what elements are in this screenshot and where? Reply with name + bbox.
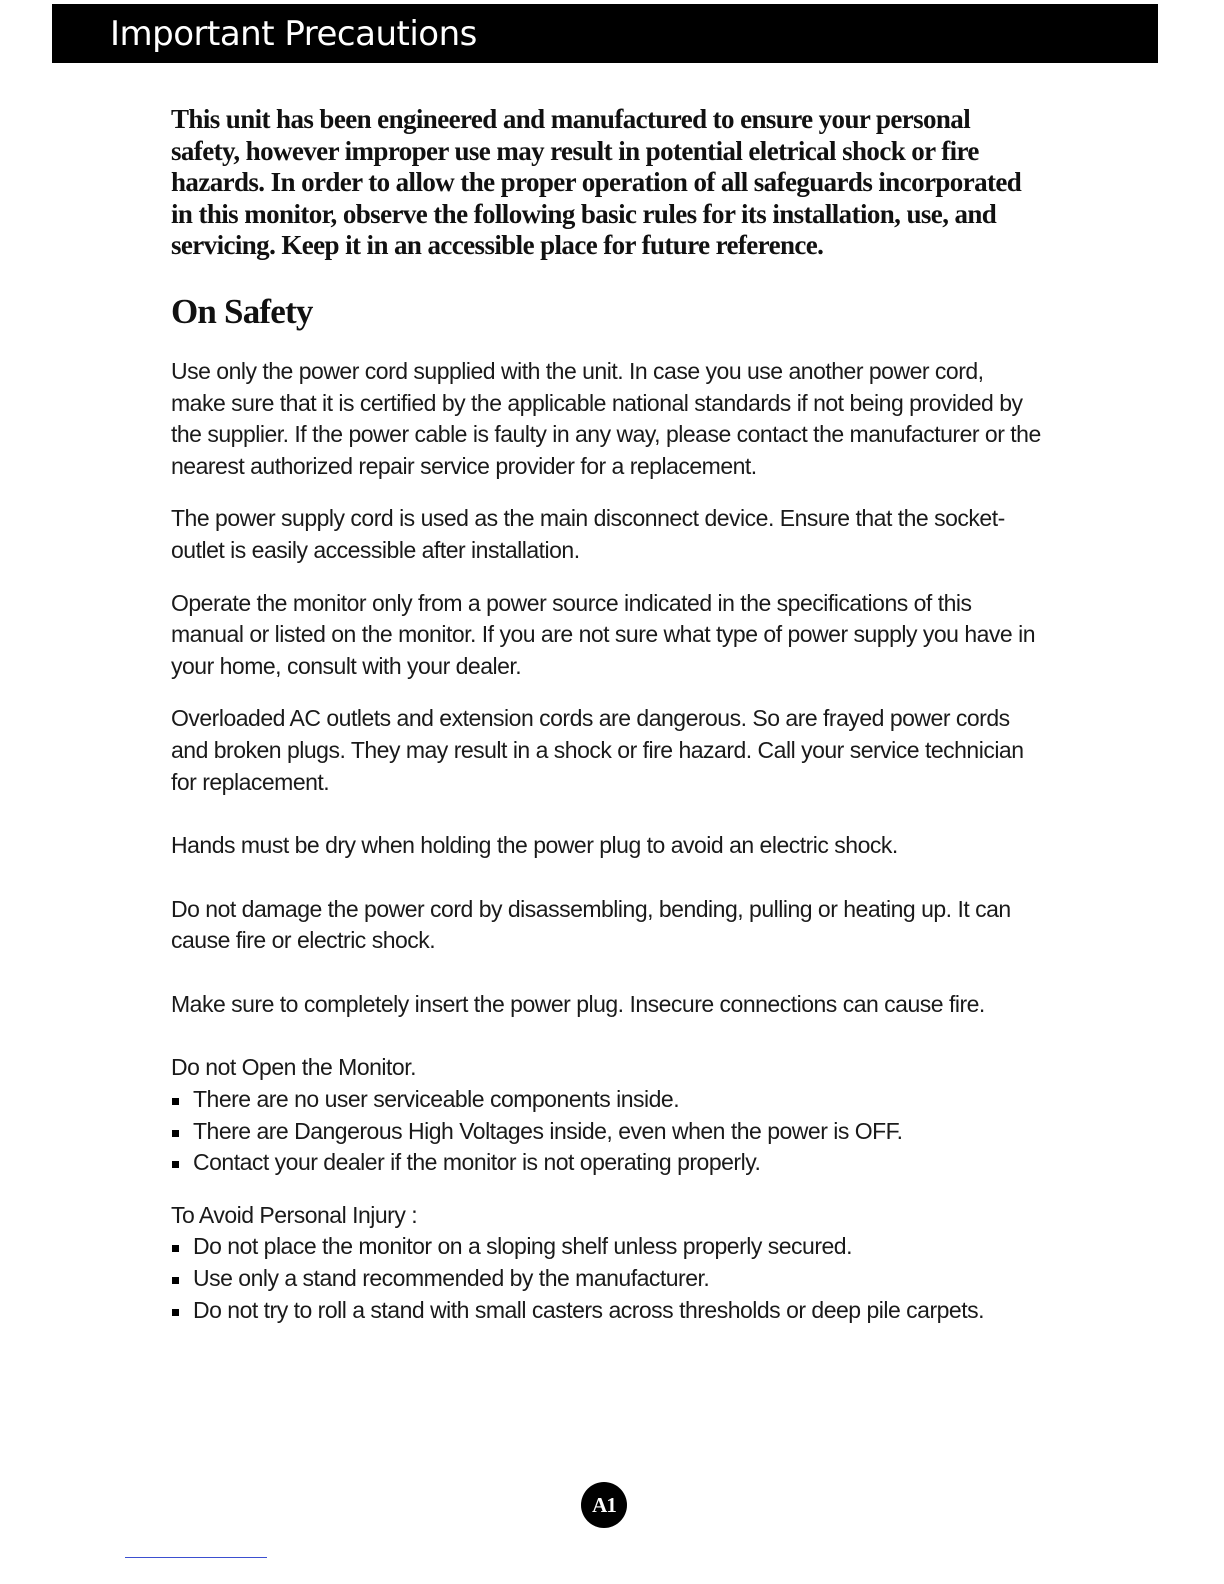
- open-monitor-heading: Do not Open the Monitor.: [171, 1054, 416, 1081]
- paragraph-dry-hands: Hands must be dry when holding the power plug to avoid an electric shock.: [171, 832, 898, 859]
- document-body: [171, 104, 1041, 1326]
- list-item: Contact your dealer if the monitor is not operating properly.: [171, 1147, 1041, 1179]
- list-item: There are Dangerous High Voltages inside, even when the power is OFF.: [171, 1116, 1041, 1148]
- injury-list: [171, 1231, 1041, 1326]
- list-item: There are no user serviceable components inside.: [171, 1084, 1041, 1116]
- page-title: Important Precautions: [110, 14, 477, 54]
- paragraph-power-source: Operate the monitor only from a power source indicated in the specifications of this manual or listed on the monitor. If you are not sure what type of power supply you have in your home, consult with your dealer.: [171, 589, 1036, 679]
- footer-divider: [125, 1557, 267, 1558]
- injury-heading: To Avoid Personal Injury :: [171, 1201, 418, 1228]
- paragraph-power-cord-damage: Do not damage the power cord by disassembling, bending, pulling or heating up. It can cause fire or electric shock.: [171, 895, 1011, 954]
- intro-paragraph: This unit has been engineered and manufactured to ensure your personal safety, however improper use may result in potential eletrical shock or fire hazards. In order to allow the proper operation of all safeguards incorporated in this monitor, observe the following basic rules for its installation, use, and servicing. Keep it in an accessible place for future reference.: [171, 104, 1022, 261]
- list-item: Use only a stand recommended by the manufacturer.: [171, 1263, 1041, 1295]
- list-item: Do not place the monitor on a sloping shelf unless properly secured.: [171, 1231, 1041, 1263]
- section-title: On Safety: [171, 291, 313, 331]
- list-item: Do not try to roll a stand with small casters across thresholds or deep pile carpets.: [171, 1295, 1041, 1327]
- paragraph-disconnect-device: The power supply cord is used as the main disconnect device. Ensure that the socket-outlet is easily accessible after installation.: [171, 505, 1005, 563]
- page-number-badge: A1: [581, 1482, 627, 1528]
- open-monitor-list: [171, 1084, 1041, 1179]
- header-bar: [52, 4, 1158, 63]
- paragraph-power-cord: Use only the power cord supplied with the unit. In case you use another power cord, make sure that it is certified by the applicable national standards if not being provided by the supplier. If the power cable is faulty in any way, please contact the manufacturer or the nearest authorized repair service provider for a replacement.: [171, 357, 1041, 479]
- paragraph-insert-plug: Make sure to completely insert the power plug. Insecure connections can cause fire.: [171, 990, 985, 1017]
- paragraph-overloaded-outlets: Overloaded AC outlets and extension cords are dangerous. So are frayed power cords and broken plugs. They may result in a shock or fire hazard. Call your service technician for replacement.: [171, 705, 1024, 795]
